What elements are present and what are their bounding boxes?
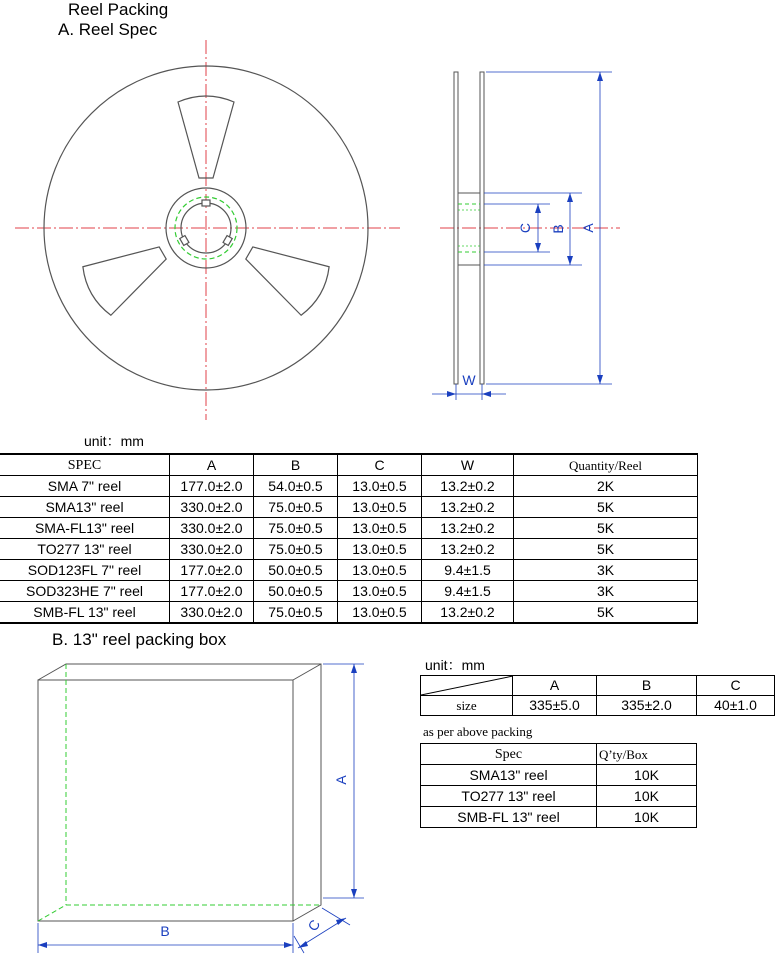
table-cell: 9.4±1.5	[422, 560, 514, 581]
box-back-outline	[38, 664, 321, 921]
table-cell: 10K	[597, 807, 697, 828]
table-cell: 54.0±0.5	[254, 476, 338, 497]
reel-keyway	[202, 200, 210, 206]
table-row	[421, 765, 697, 786]
table-cell: SMB-FL 13" reel	[0, 602, 170, 624]
column-header: Spec	[421, 744, 597, 765]
table-cell: 75.0±0.5	[254, 539, 338, 560]
table-cell: 335±5.0	[513, 696, 597, 716]
column-header: B	[254, 454, 338, 476]
reel-window	[235, 229, 334, 318]
reel-spec-unit: unit：mm	[84, 433, 144, 449]
reel-front-view	[15, 40, 400, 420]
column-header: A	[170, 454, 254, 476]
table-cell: 5K	[514, 602, 698, 624]
column-header: SPEC	[0, 454, 170, 476]
table-header-row	[0, 454, 698, 476]
column-header: A	[513, 676, 597, 696]
packing-note: as per above packing	[423, 724, 533, 739]
table-row	[0, 581, 698, 602]
table-cell: 330.0±2.0	[170, 518, 254, 539]
table-cell: 5K	[514, 518, 698, 539]
table-cell: 13.0±0.5	[338, 539, 422, 560]
table-cell: 3K	[514, 581, 698, 602]
table-header-row	[421, 744, 697, 765]
table-row	[0, 602, 698, 624]
table-cell: 330.0±2.0	[170, 602, 254, 624]
table-cell: 75.0±0.5	[254, 518, 338, 539]
table-cell: 13.0±0.5	[338, 497, 422, 518]
table-cell: 330.0±2.0	[170, 539, 254, 560]
reel-window	[78, 229, 177, 318]
table-cell: SMA 7" reel	[0, 476, 170, 497]
table-cell: SMA13" reel	[421, 765, 597, 786]
table-cell: 177.0±2.0	[170, 476, 254, 497]
column-header: C	[338, 454, 422, 476]
dimension-b-label: B	[550, 224, 566, 234]
page-title: Reel Packing	[68, 0, 169, 19]
column-header: C	[697, 676, 775, 696]
table-cell: 50.0±0.5	[254, 560, 338, 581]
table-cell: 9.4±1.5	[422, 581, 514, 602]
table-cell: 40±1.0	[697, 696, 775, 716]
table-cell: 2K	[514, 476, 698, 497]
table-cell: 13.2±0.2	[422, 518, 514, 539]
box-dimension-a-label: A	[333, 775, 349, 785]
table-cell: 177.0±2.0	[170, 560, 254, 581]
table-cell: 13.2±0.2	[422, 602, 514, 624]
table-cell: 5K	[514, 539, 698, 560]
table-cell: 10K	[597, 786, 697, 807]
table-cell: 177.0±2.0	[170, 581, 254, 602]
table-cell: TO277 13" reel	[0, 539, 170, 560]
column-header: W	[422, 454, 514, 476]
table-cell: 5K	[514, 497, 698, 518]
table-row	[421, 807, 697, 828]
table-row	[0, 476, 698, 497]
table-cell: SMA-FL13" reel	[0, 518, 170, 539]
table-row	[421, 696, 775, 716]
box-front-face	[38, 680, 293, 921]
reel-spec-table	[0, 453, 698, 624]
table-cell: 13.0±0.5	[338, 602, 422, 624]
box-hidden-edge	[38, 905, 66, 921]
table-row	[0, 560, 698, 581]
column-header: B	[597, 676, 697, 696]
table-cell: 13.0±0.5	[338, 581, 422, 602]
packing-box-drawing	[38, 664, 364, 953]
box-dimension-c-label: C	[304, 916, 324, 934]
table-row	[0, 497, 698, 518]
table-cell: 13.2±0.2	[422, 497, 514, 518]
table-cell: TO277 13" reel	[421, 786, 597, 807]
table-cell: 75.0±0.5	[254, 602, 338, 624]
table-row	[0, 539, 698, 560]
dimension-w-label: W	[462, 372, 476, 388]
box-size-unit: unit：mm	[425, 657, 485, 673]
table-cell: 13.2±0.2	[422, 539, 514, 560]
reel-keyway	[180, 236, 189, 246]
table-cell: SMB-FL 13" reel	[421, 807, 597, 828]
diagonal-header-cell	[421, 676, 513, 696]
dimension-c-label: C	[517, 222, 533, 234]
table-cell: 13.0±0.5	[338, 476, 422, 497]
box-quantity-table	[420, 743, 697, 828]
column-header: Q’ty/Box	[597, 744, 697, 765]
table-cell: 3K	[514, 560, 698, 581]
table-cell: 75.0±0.5	[254, 497, 338, 518]
table-cell: SMA13" reel	[0, 497, 170, 518]
box-dimension-b-label: B	[160, 923, 170, 939]
table-row	[0, 518, 698, 539]
table-cell: 10K	[597, 765, 697, 786]
dimension-a-label: A	[580, 223, 596, 233]
table-cell: SOD123FL 7" reel	[0, 560, 170, 581]
table-header-row	[421, 676, 775, 696]
diagonal-line	[421, 676, 513, 695]
table-cell: 330.0±2.0	[170, 497, 254, 518]
table-row	[421, 786, 697, 807]
table-cell: 50.0±0.5	[254, 581, 338, 602]
table-cell: 13.0±0.5	[338, 518, 422, 539]
section-b-heading: B. 13" reel packing box	[52, 630, 227, 649]
box-size-table	[420, 675, 775, 716]
section-a-heading: A. Reel Spec	[58, 20, 158, 39]
table-cell: 13.0±0.5	[338, 560, 422, 581]
reel-side-view	[432, 72, 620, 400]
table-cell: SOD323HE 7" reel	[0, 581, 170, 602]
table-cell: 335±2.0	[597, 696, 697, 716]
column-header: Quantity/Reel	[514, 454, 698, 476]
reel-keyway	[223, 236, 232, 246]
row-label: size	[421, 696, 513, 716]
table-cell: 13.2±0.2	[422, 476, 514, 497]
